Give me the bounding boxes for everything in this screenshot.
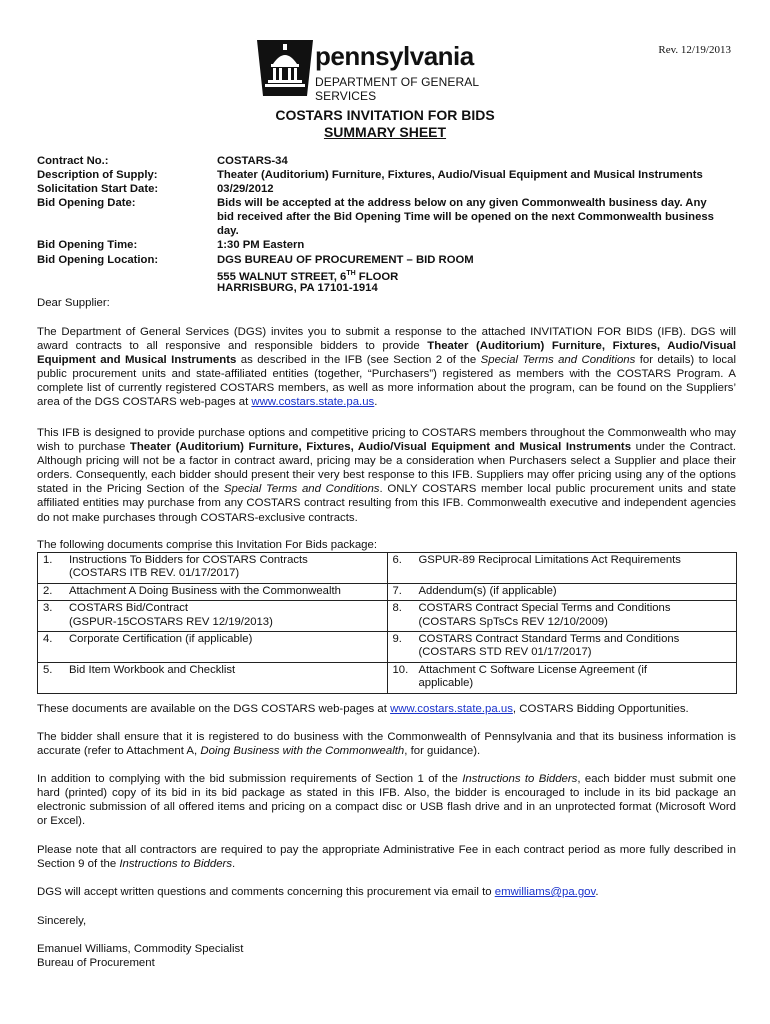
document-cell-left [38,601,388,632]
document-number: 5. [43,663,53,676]
document-reference: (GSPUR-15COSTARS REV 12/19/2013) [69,615,273,628]
document-number: 4. [43,633,53,646]
start-date-value: 03/29/2012 [217,183,274,195]
document-cell-left [38,662,388,693]
document-reference: (COSTARS SpTsCs REV 12/10/2009) [418,615,608,628]
document-title: COSTARS Contract Special Terms and Conditions [418,602,671,615]
bid-opening-time-value: 1:30 PM Eastern [217,239,305,251]
paragraph-availability: These documents are available on the DGS COSTARS web-pages at www.costars.state.pa.us, COSTARS Bidding Opportunities. [37,703,689,715]
logo-department: DEPARTMENT OF GENERAL SERVICES [315,75,479,103]
documents-table [37,552,737,694]
document-cell-left [38,553,388,584]
bid-opening-date-value: Bids will be accepted at the address below on any given Commonwealth business day. Any bid received after the Bid Opening Time will be opened on the next Commonwealth business day. [217,197,714,238]
documents-intro: The following documents comprise this Invitation For Bids package: [37,539,377,551]
document-number: 9. [392,633,402,646]
description-value: Theater (Auditorium) Furniture, Fixtures, Audio/Visual Equipment and Musical Instruments [217,169,703,181]
document-subtitle: SUMMARY SHEET [323,124,447,140]
start-date-label: Solicitation Start Date: [37,183,159,195]
document-number: 8. [392,602,402,615]
document-title: Attachment A Doing Business with the Commonwealth [69,584,341,597]
document-cell-left [38,632,388,663]
document-title: GSPUR-89 Reciprocal Limitations Act Requirements [418,554,681,566]
document-title: Attachment C Software License Agreement (if [418,663,648,676]
paragraph-submission: In addition to complying with the bid submission requirements of Section 1 of the Instructions to Bidders, each bidder must submit one hard (printed) copy of its bid in its bid package as stated in this IFB. Also, the bidder is encouraged to include in its bid package an electronic submission of all offered items and pricing on a compact disc or USB flash drive and in an unprotected format (Microsoft Word or Excel). [37,773,736,828]
paragraph-invitation: The Department of General Services (DGS) invites you to submit a response to the attached INVITATION FOR BIDS (IFB). DGS will award contracts to all responsive and responsible bidders to provide Theater (Auditorium) Furniture, Fixtures, Audio/Visual Equipment and Musical Instruments as described in the IFB (see Section 2 of the Special Terms and Conditions for details) to local public procurement units and state-affiliated entities (together, “Purchasers”) registered as members with the COSTARS Program. A complete list of currently registered COSTARS members, as well as more information about the program, can be found on the Suppliers’ area of the DGS COSTARS web-pages at www.costars.state.pa.us. [37,326,736,409]
bid-opening-time-label: Bid Opening Time: [37,239,138,251]
document-number: 3. [43,602,53,615]
document-number: 2. [43,584,53,597]
paragraph-admin-fee: Please note that all contractors are required to pay the appropriate Administrative Fee in each contract period as more fully described in Section 9 of the Instructions to Bidders. [37,844,736,871]
contract-no-label: Contract No.: [37,155,109,167]
logo-wordmark: pennsylvania [315,41,474,71]
document-number: 10. [392,663,409,676]
document-cell-right [387,601,737,632]
document-cell-right [387,583,737,600]
document-title: Addendum(s) (if applicable) [418,584,557,597]
table-row [38,632,737,663]
document-cell-right [387,553,737,584]
keystone-capitol-icon [255,38,315,98]
location-superscript: TH [346,270,356,277]
document-cell-right [387,632,737,663]
document-title: COSTARS INVITATION FOR BIDS [275,107,495,123]
bid-opening-date-label: Bid Opening Date: [37,197,136,209]
email-link[interactable]: emwilliams@pa.gov [494,886,596,898]
document-reference: (COSTARS STD REV 01/17/2017) [418,646,592,659]
description-label: Description of Supply: [37,169,158,181]
table-row [38,583,737,600]
location-line1: DGS BUREAU OF PROCUREMENT – BID ROOM [217,254,474,266]
pa-dgs-logo [255,38,520,103]
bid-opening-location-label: Bid Opening Location: [37,254,159,266]
costars-link[interactable]: www.costars.state.pa.us [251,396,375,409]
document-number: 1. [43,554,53,566]
location-street: 555 WALNUT STREET, 6 [217,270,347,283]
document-title: COSTARS Bid/Contract [69,602,189,615]
location-line3: HARRISBURG, PA 17101-1914 [217,282,378,294]
document-reference: (COSTARS ITB REV. 01/17/2017) [69,567,240,580]
document-title: Bid Item Workbook and Checklist [69,663,236,676]
document-title: COSTARS Contract Standard Terms and Conditions [418,633,680,646]
paragraph-questions: DGS will accept written questions and comments concerning this procurement via email to emwilliams@pa.gov. [37,886,599,898]
costars-link-2[interactable]: www.costars.state.pa.us [390,703,513,715]
contract-no-value: COSTARS-34 [217,155,288,167]
signer-name: Emanuel Williams, Commodity Specialist [37,943,244,955]
document-cell-left [38,583,388,600]
salutation: Dear Supplier: [37,297,110,309]
paragraph-registration: The bidder shall ensure that it is registered to do business with the Commonwealth of Pennsylvania and that its business information is accurate (refer to Attachment A, Doing Business with the Commonwealth, for guidance). [37,731,736,758]
document-cell-right [387,662,737,693]
document-number: 7. [392,584,402,597]
document-title: Corporate Certification (if applicable) [69,633,253,646]
revision-date: Rev. 12/19/2013 [658,44,731,56]
document-reference: applicable) [418,677,474,690]
table-row [38,553,737,584]
document-number: 6. [392,554,402,566]
closing: Sincerely, [37,915,87,927]
signer-department: Bureau of Procurement [37,957,155,969]
paragraph-purpose: This IFB is designed to provide purchase options and competitive pricing to COSTARS members throughout the Commonwealth who may wish to purchase Theater (Auditorium) Furniture, Fixtures, Audio/Visual Equipment and Musical Instruments under the Contract. Although pricing will not be a factor in contract award, pricing may be a consideration when Purchasers select a Supplier and place their orders. Consequently, each bidder should present their very best response to this IFB. Suppliers may offer pricing using any of the options stated in the Pricing Section of the Special Terms and Conditions. ONLY COSTARS member local public procurement units and state affiliated entities may purchase from any COSTARS contract resulting from this IFB. Commonwealth executive and independent agencies do not make purchases through COSTARS-exclusive contracts. [37,427,736,524]
table-row [38,601,737,632]
location-floor: FLOOR [355,270,399,283]
table-row [38,662,737,693]
document-title: Instructions To Bidders for COSTARS Contracts [69,554,308,566]
